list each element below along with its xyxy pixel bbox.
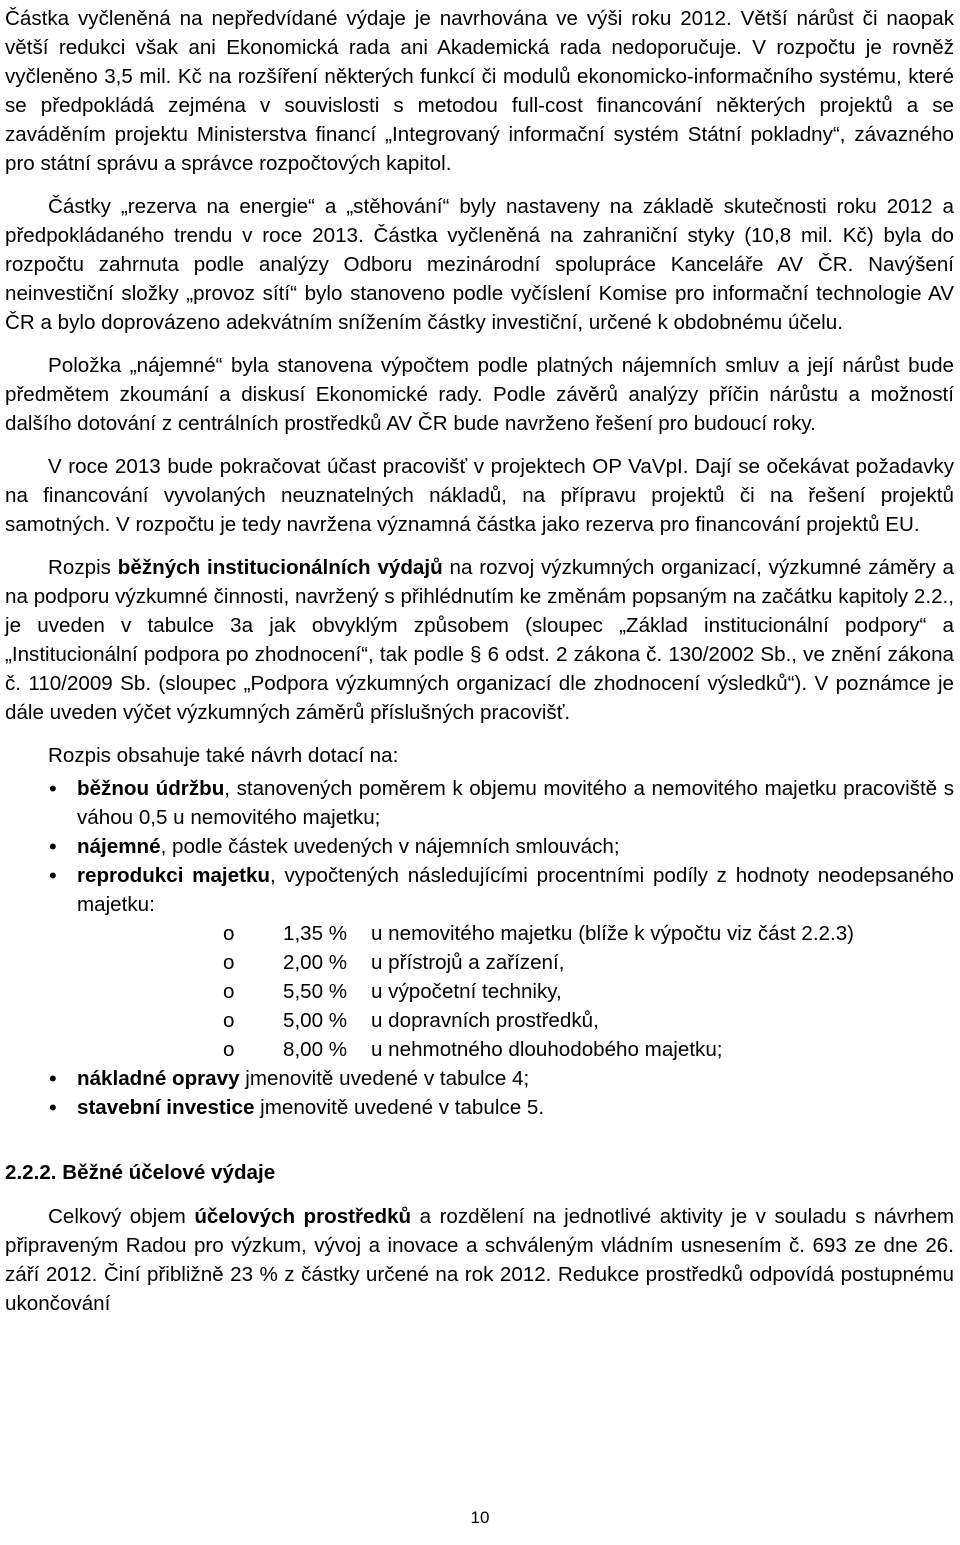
circle-bullet-icon: o (223, 922, 235, 945)
list-item-text: , stanovených poměrem k objemu movitého a nemovitého majetku pracoviště s váhou 0,5 u nemovitého majetku; (77, 777, 954, 829)
paragraph-op-vavpi: V roce 2013 bude pokračovat účast pracovišť v projektech OP VaVpI. Dají se očekávat požadavky na financování vyvolaných neuznatelných nákladů, na přípravu projektů či na řešení projektů samotných. V rozpočtu je tedy navržena významná částka jako rezerva pro financování projektů EU. (5, 455, 954, 536)
list-item-text: jmenovitě uvedené v tabulce 5. (254, 1096, 545, 1119)
paragraph-rent: Položka „nájemné“ byla stanovena výpočtem podle platných nájemních smluv a její nárůst bude předmětem zkoumání a diskusí Ekonomické rady. Podle závěrů analýzy příčin nárůstu a možností dalšího dotování z centrálních prostředků AV ČR bude navrženo řešení pro budoucí roky. (5, 354, 954, 435)
subsidy-list (5, 774, 954, 1122)
rate-percent: 5,00 % (283, 1009, 348, 1032)
circle-bullet-icon: o (223, 1009, 235, 1032)
bold-term: běžnou údržbu (77, 777, 225, 800)
rate-item (77, 1006, 954, 1035)
rate-item (77, 948, 954, 977)
circle-bullet-icon: o (223, 1038, 235, 1061)
bold-term: reprodukci majetku (77, 864, 271, 887)
rate-item (77, 919, 954, 948)
bold-term: nákladné opravy (77, 1067, 240, 1090)
rate-item (77, 1035, 954, 1064)
rate-percent: 1,35 % (283, 922, 348, 945)
text-run: Celkový objem (48, 1205, 195, 1228)
bold-term: nájemné (77, 835, 161, 858)
list-item (5, 1093, 954, 1122)
rate-description: u výpočetní techniky, (371, 980, 562, 1003)
list-item (5, 774, 954, 832)
rate-description: u dopravních prostředků, (371, 1009, 599, 1032)
paragraph-subsidy-intro: Rozpis obsahuje také návrh dotací na: (48, 744, 399, 767)
paragraph-targeted-funds (5, 1202, 954, 1318)
circle-bullet-icon: o (223, 980, 235, 1003)
rate-percent: 2,00 % (283, 951, 348, 974)
section-heading: 2.2.2. Běžné účelové výdaje (5, 1161, 276, 1184)
list-item (5, 832, 954, 861)
paragraph-institutional-expenses (5, 553, 954, 727)
text-run: na rozvoj výzkumných organizací, výzkumné záměry a na podporu výzkumné činnosti, navržený s přihlédnutím ke změnám popsaným na začátku kapitoly 2.2., je uveden v tabulce 3a jak obvyklým způsobem (sloupec „Základ institucionální podpory“ a „Institucionální podpora po zhodnocení“, tak podle § 6 odst. 2 zákona č. 130/2002 Sb., ve znění zákona č. 110/2009 Sb. (sloupec „Podpora výzkumných organizací dle zhodnocení výsledků“). V poznámce je dále uveden výčet výzkumných záměrů příslušných pracovišť. (5, 556, 955, 724)
list-item-text: , vypočtených následujícími procentními podíly z hodnoty neodepsaného majetku: (77, 864, 955, 916)
bold-term: běžných institucionálních výdajů (117, 556, 443, 579)
rate-description: u nemovitého majetku (blíže k výpočtu viz část 2.2.3) (371, 922, 855, 945)
rate-item (77, 977, 954, 1006)
depreciation-rate-list (77, 919, 954, 1064)
text-run: Rozpis (48, 556, 118, 579)
rate-percent: 8,00 % (283, 1038, 348, 1061)
bold-term: účelových prostředků (194, 1205, 412, 1228)
rate-percent: 5,50 % (283, 980, 348, 1003)
bold-term: stavební investice (77, 1096, 255, 1119)
circle-bullet-icon: o (223, 951, 235, 974)
page-number: 10 (470, 1508, 490, 1527)
rate-description: u nehmotného dlouhodobého majetku; (371, 1038, 723, 1061)
paragraph-contingency: Částka vyčleněná na nepředvídané výdaje je navrhována ve výši roku 2012. Větší nárůst či naopak větší redukci však ani Ekonomická rada ani Akademická rada nedoporučuje. V rozpočtu je rovněž vyčleněno 3,5 mil. Kč na rozšíření některých funkcí či modulů ekonomicko-informačního systému, které se předpokládá zejména v souvislosti s metodou full-cost financování některých projektů a se zaváděním projektu Ministerstva financí „Integrovaný informační systém Státní pokladny“, závazného pro státní správu a správce rozpočtových kapitol. (5, 7, 954, 175)
text-run: a rozdělení na jednotlivé aktivity je v souladu s návrhem připraveným Radou pro výzkum, vývoj a inovace a schváleným vládním usnesením č. 693 ze dne 26. září 2012. Činí přibližně 23 % z částky určené na rok 2012. Redukce prostředků odpovídá postupnému ukončování (5, 1205, 954, 1315)
list-item (5, 1064, 954, 1093)
list-item (5, 861, 954, 1064)
paragraph-energy-relocation: Částky „rezerva na energie“ a „stěhování“ byly nastaveny na základě skutečnosti roku 2012 a předpokládaného trendu v roce 2013. Částka vyčleněná na zahraniční styky (10,8 mil. Kč) byla do rozpočtu zahrnuta podle analýzy Odboru mezinárodní spolupráce Kanceláře AV ČR. Navýšení neinvestiční složky „provoz sítí“ bylo stanoveno podle vyčíslení Komise pro informační technologie AV ČR a bylo doprovázeno adekvátním snížením částky investiční, určené k obdobnému účelu. (5, 195, 954, 334)
list-item-text: , podle částek uvedených v nájemních smlouvách; (160, 835, 620, 858)
list-item-text: jmenovitě uvedené v tabulce 4; (239, 1067, 530, 1090)
rate-description: u přístrojů a zařízení, (371, 951, 565, 974)
